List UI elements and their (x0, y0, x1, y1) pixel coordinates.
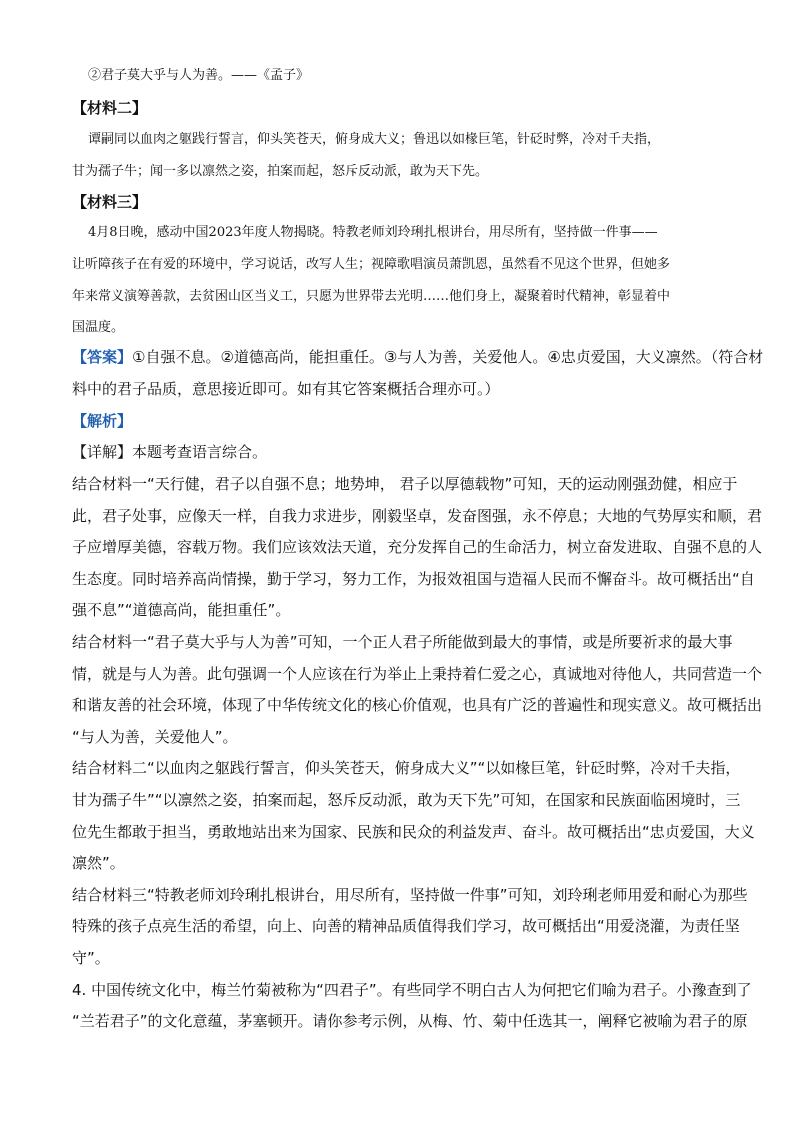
paragraph-line: 结合材料一“君子莫大乎与人为善”可知，一个正人君子所能做到最大的事情，或是所要祈求的最大事 (72, 633, 733, 651)
paragraph-line: “与人为善，关爱他人”。 (72, 728, 238, 746)
paragraph-line: 凛然”。 (72, 854, 125, 872)
paragraph-line: 子应增厚美德，容载万物。我们应该效法天道，充分发挥自己的生命活力，树立奋发进取、自强不息的人 (72, 538, 763, 556)
material3-line: 让听障孩子在有爱的环境中，学习说话，改写人生；视障歌唱演员萧凯恩，虽然看不见这个世界，但她多 (72, 257, 671, 272)
paragraph-line: 生态度。同时培养高尚情操，勤于学习，努力工作，为报效祖国与造福人民而不懈奋斗。故可概括出“自 (72, 570, 755, 588)
paragraph-line: 特殊的孩子点亮生活的希望，向上、向善的精神品质值得我们学习，故可概括出“用爱浇灌，为责任坚 (72, 917, 740, 935)
paragraph-line: 守”。 (72, 949, 110, 967)
material3-line: 4月8日晚，感动中国2023年度人物揭晓。特教老师刘玲琍扎根讲台，用尽所有，坚持做一件事—— (88, 225, 658, 240)
analysis-tag: 【解析】 (72, 412, 133, 430)
paragraph-line: 和谐友善的社会环境，体现了中华传统文化的核心价值观，也具有广泛的普遍性和现实意义。故可概括出 (72, 696, 763, 714)
paragraph-line: 此，君子处事，应像天一样，自我力求进步，刚毅坚卓，发奋图强，永不停息；大地的气势厚实和顺，君 (72, 507, 763, 525)
paragraph-line: 位先生都敢于担当，勇敢地站出来为国家、民族和民众的利益发声、奋斗。故可概括出“忠贞爱国，大义 (72, 823, 755, 841)
material3-line: 国温度。 (72, 320, 125, 335)
question4-line: “兰若君子”的文化意蕴，茅塞顿开。请你参考示例，从梅、竹、菊中任选其一，阐释它被喻为君子的原 (72, 1012, 748, 1030)
paragraph-line: 结合材料二“以血肉之躯践行誓言，仰头笑苍天，俯身成大义”“以如椽巨笔，针砭时弊，冷对千夫指， (72, 759, 741, 777)
material3-heading: 【材料三】 (72, 193, 148, 211)
answer-tag: 【答案】 (72, 348, 133, 366)
answer-line-2: 料中的君子品质，意思接近即可。如有其它答案概括合理亦可。） (72, 380, 500, 398)
paragraph-line: 甘为孺子牛”“以凛然之姿，拍案而起，怒斥反动派，敢为天下先”可知，在国家和民族面临困境时，三 (72, 791, 741, 809)
detail-line: 【详解】本题考查语言综合。 (72, 443, 268, 461)
material1-quote: ②君子莫大乎与人为善。——《孟子》 (88, 68, 310, 83)
material2-heading: 【材料二】 (72, 99, 148, 117)
paragraph-line: 情，就是与人为善。此句强调一个人应该在行为举止上秉持着仁爱之心，真诚地对待他人，共同营造一个 (72, 665, 763, 683)
paragraph-line: 强不息”“道德高尚，能担重任”。 (72, 601, 291, 619)
material3-line: 年来常义演筹善款，去贫困山区当义工，只愿为世界带去光明……他们身上，凝聚着时代精神，彰显着中 (72, 289, 671, 304)
paragraph-line: 结合材料一“天行健，君子以自强不息；地势坤， 君子以厚德载物”可知，天的运动刚强劲健，相应于 (72, 475, 738, 493)
answer-line (72, 347, 764, 367)
material2-line: 谭嗣同以血肉之躯践行誓言，仰头笑苍天，俯身成大义；鲁迅以如椽巨笔，针砭时弊，冷对千夫指， (88, 132, 661, 147)
answer-text: ①自强不息。②道德高尚，能担重任。③与人为善，关爱他人。④忠贞爱国，大义凛然。（符合材 (132, 348, 764, 366)
material2-line: 甘为孺子牛；闻一多以凛然之姿，拍案而起，怒斥反动派，敢为天下先。 (72, 164, 489, 179)
paragraph-line: 结合材料三“特教老师刘玲琍扎根讲台，用尽所有，坚持做一件事”可知，刘玲琍老师用爱和耐心为那些 (72, 886, 748, 904)
question4-line: 4. 中国传统文化中，梅兰竹菊被称为“四君子”。有些同学不明白古人为何把它们喻为君子。小豫查到了 (72, 981, 752, 999)
